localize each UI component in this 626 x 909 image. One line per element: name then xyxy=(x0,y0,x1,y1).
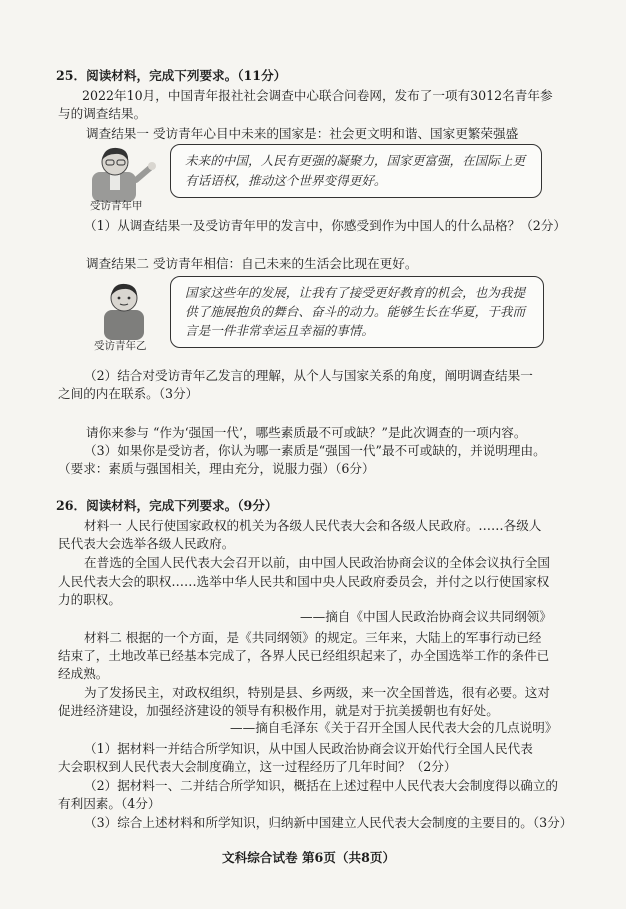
q25-sub-question-2-line-2: 之间的内在联系。（3分） xyxy=(58,386,199,401)
q26-material-1-line-1: 材料一 人民行使国家政权的机关为各级人民代表大会和各级人民政府。……各级人 xyxy=(84,518,542,533)
youth-b-caption: 受访青年乙 xyxy=(94,340,147,352)
survey-result-1-title: 调查结果一 受访青年心目中未来的国家是：社会更文明和谐、国家更繁荣强盛 xyxy=(86,126,519,141)
q25-sub-question-3-line-2: （要求：素质与强国相关，理由充分，说服力强）（6分） xyxy=(58,461,375,476)
q26-material-2-line-4: 为了发扬民主，对政权组织，特别是县、乡两级，来一次全国普选，很有必要。这对 xyxy=(84,685,550,700)
youth-a-speech-line-1: 未来的中国，人民有更强的凝聚力，国家更富强，在国际上更 xyxy=(185,153,526,168)
q26-material-1-line-5: 力的职权。 xyxy=(58,592,121,607)
q25-sub-question-3-line-1: （3）如果你是受访者，你认为哪一素质是“强国一代”最不可或缺的，并说明理由。 xyxy=(84,443,546,458)
q26-header: 26．阅读材料，完成下列要求。（9分） xyxy=(56,498,278,513)
youth-b-illustration-icon xyxy=(96,278,156,340)
survey-invitation: 请你来参与 “作为‘强国一代’，哪些素质最不可或缺？”是此次调查的一项内容。 xyxy=(86,425,527,440)
youth-b-speech-line-1: 国家这些年的发展，让我有了接受更好教育的机会，也为我提 xyxy=(185,285,526,300)
q26-sub-question-3: （3）综合上述材料和所学知识，归纳新中国建立人民代表大会制度的主要目的。（3分） xyxy=(84,815,573,830)
q26-source-2: ——摘自毛泽东《关于召开全国人民代表大会的几点说明》 xyxy=(230,720,558,735)
q25-intro-line-1: 2022年10月，中国青年报社社会调查中心联合问卷网，发布了一项有3012名青年参 xyxy=(82,88,553,103)
q26-sub-question-2-line-2: 有利因素。（4分） xyxy=(58,796,161,811)
youth-b-speech-line-2: 供了施展抱负的舞台、奋斗的动力。能够生长在华夏，于我而 xyxy=(185,304,526,319)
q26-material-1-line-3: 在普选的全国人民代表大会召开以前，由中国人民政治协商会议的全体会议执行全国 xyxy=(84,555,550,570)
youth-b-speech-line-3: 言是一件非常幸运且幸福的事情。 xyxy=(185,323,374,338)
q26-sub-question-2-line-1: （2）据材料一、二并结合所学知识，概括在上述过程中人民代表大会制度得以确立的 xyxy=(84,778,558,793)
q26-sub-question-1-line-1: （1）据材料一并结合所学知识，从中国人民政治协商会议开始代行全国人民代表 xyxy=(84,741,533,756)
youth-a-speech-box xyxy=(170,144,542,198)
youth-a-caption: 受访青年甲 xyxy=(90,200,143,212)
q25-sub-question-2-line-1: （2）结合对受访青年乙发言的理解，从个人与国家关系的角度，阐明调查结果一 xyxy=(84,368,533,383)
youth-b-speech-box xyxy=(170,276,544,348)
q26-material-2-line-3: 经成熟。 xyxy=(58,666,109,681)
q26-source-1: ——摘自《中国人民政治协商会议共同纲领》 xyxy=(300,609,552,624)
q26-material-2-line-5: 促进经济建设，加强经济建设的领导有积极作用，就是对于抗美援朝也有好处。 xyxy=(58,703,499,718)
youth-a-illustration-icon xyxy=(84,142,164,202)
q26-material-1-line-2: 民代表大会选举各级人民政府。 xyxy=(58,536,235,551)
q26-sub-question-1-line-2: 大会职权到人民代表大会制度确立，这一过程经历了几年时间？（2分） xyxy=(58,759,457,774)
survey-result-2-title: 调查结果二 受访青年相信：自己未来的生活会比现在更好。 xyxy=(86,256,418,271)
q25-header: 25．阅读材料，完成下列要求。（11分） xyxy=(56,68,287,83)
q26-material-2-line-2: 结束了，土地改革已经基本完成了，各界人民已经组织起来了，办全国选举工作的条件已 xyxy=(58,648,550,663)
page-footer: 文科综合试卷 第6页（共8页） xyxy=(222,850,396,865)
q26-material-1-line-4: 人民代表大会的职权……选举中华人民共和国中央人民政府委员会，并付之以行使国家权 xyxy=(58,574,550,589)
q25-sub-question-1: （1）从调查结果一及受访青年甲的发言中，你感受到作为中国人的什么品格？（2分） xyxy=(84,218,566,233)
q26-material-2-line-1: 材料二 根据的一个方面，是《共同纲领》的规定。三年来，大陆上的军事行动已经 xyxy=(84,630,542,645)
q25-intro-line-2: 与的调查结果。 xyxy=(58,106,147,121)
youth-a-speech-line-2: 有话语权，推动这个世界变得更好。 xyxy=(185,173,387,188)
